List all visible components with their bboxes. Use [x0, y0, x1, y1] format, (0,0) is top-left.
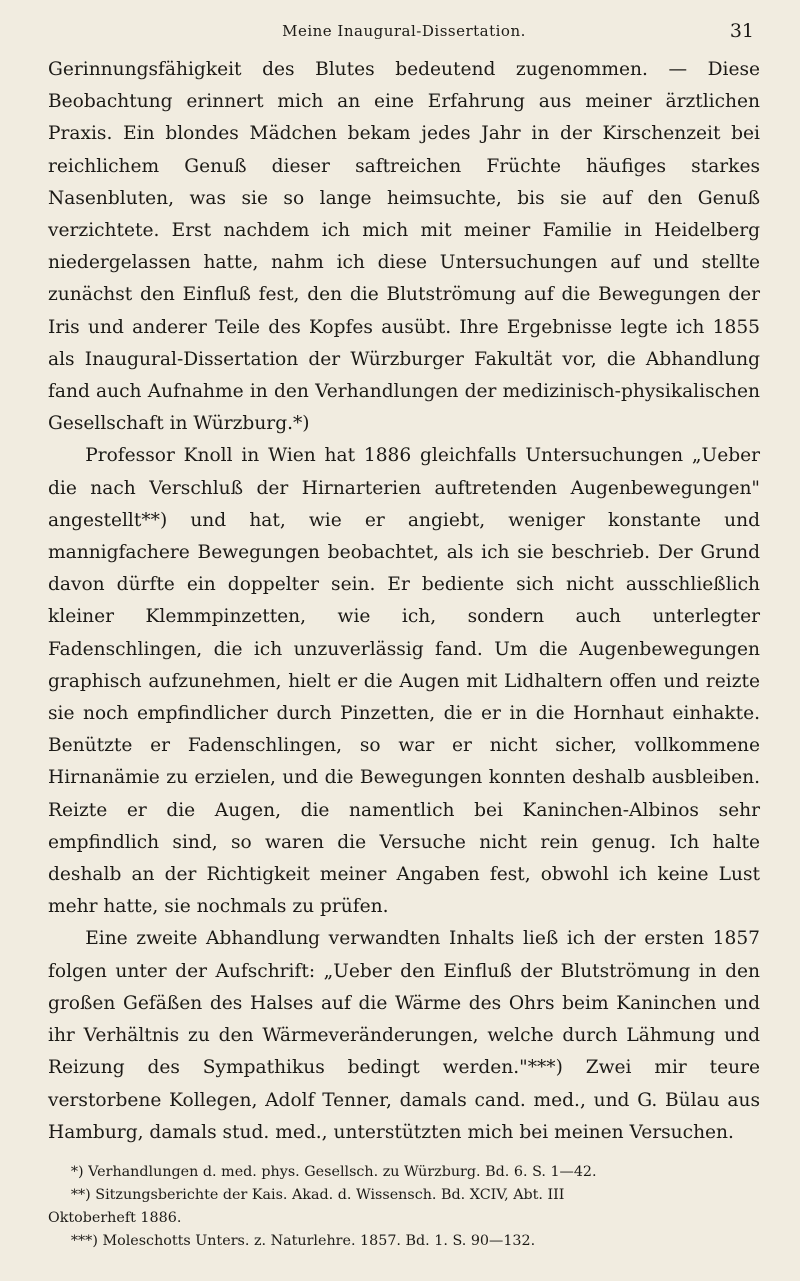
paragraph-2: Eine zweite Abhandlung verwandten Inhalts ließ ich der ersten 1857 folgen unter der Aufschrift: „Ueber den Einfluß der Blutströmung in den großen Gefäßen des Halses auf die Wärme des Ohrs beim Kaninchen und ihr Verhältnis zu den Wärmeveränderungen, welche durch Lähmung und Reizung des Sympathikus bedingt werden."***) Zwei mir teure verstorbene Kollegen, Adolf Tenner, damals cand. med., und G. Bülau aus Hamburg, damals stud. med., unterstützten mich bei meinen Versuchen.	[48, 928, 760, 1143]
footnote-1: *) Verhandlungen d. med. phys. Gesellsch. zu Würzburg. Bd. 6. S. 1—42.	[70, 1163, 597, 1180]
footnotes	[48, 1161, 760, 1253]
inline-note: Professor Knoll in Wien hat 1886 gleichfalls Untersuchungen „Ueber die nach Verschluß der Hirnarterien auftretenden Augenbewegungen" angestellt**) und hat, wie er angiebt, weniger konstante und mannigfachere Bewegungen beobachtet, als ich sie beschrieb. Der Grund davon dürfte ein doppelter sein. Er bediente sich nicht ausschließlich kleiner Klemmpinzetten, wie ich, sondern auch unterlegter Fadenschlingen, die ich unzuverlässig fand. Um die Augenbewegungen graphisch aufzunehmen, hielt er die Augen mit Lidhaltern offen und reizte sie noch empfindlicher durch Pinzetten, die er in die Hornhaut einhakte. Benützte er Fadenschlingen, so war er nicht sicher, vollkommene Hirnanämie zu erzielen, und die Bewegungen konnten deshalb ausbleiben. Reizte er die Augen, die namentlich bei Kaninchen-Albinos sehr empfindlich sind, so waren die Versuche nicht rein genug. Ich halte deshalb an der Richtigkeit meiner Angaben fest, obwohl ich keine Lust mehr hatte, sie nochmals zu prüfen.	[48, 445, 760, 918]
footnote-3: ***) Moleschotts Unters. z. Naturlehre. 1857. Bd. 1. S. 90—132.	[70, 1232, 536, 1249]
body-text	[48, 54, 760, 1149]
paragraph-1: Gerinnungsfähigkeit des Blutes bedeutend zugenommen. — Diese Beobachtung erinnert mich an eine Erfahrung aus meiner ärztlichen Praxis. Ein blondes Mädchen bekam jedes Jahr in der Kirschenzeit bei reichlichem Genuß dieser saftreichen Früchte häufiges starkes Nasenbluten, was sie so lange heimsuchte, bis sie auf den Genuß verzichtete. Erst nachdem ich mich mit meiner Familie in Heidelberg niedergelassen hatte, nahm ich diese Untersuchungen auf und stellte zunächst den Einfluß fest, den die Blutströmung auf die Bewegungen der Iris und anderer Teile des Kopfes ausübt. Ihre Ergebnisse legte ich 1855 als Inaugural-Dissertation der Würzburger Fakultät vor, die Abhandlung fand auch Aufnahme in den Verhandlungen der medizinisch-physikalischen Gesellschaft in Würzburg.*)	[48, 59, 760, 435]
footnote-2: **) Sitzungsberichte der Kais. Akad. d. Wissensch. Bd. XCIV, Abt. III	[70, 1186, 565, 1203]
page-header	[48, 20, 760, 54]
page-number: 31	[729, 20, 754, 42]
running-title: Meine Inaugural-Dissertation.	[282, 22, 526, 40]
footnote-2-continued: Oktoberheft 1886.	[48, 1209, 182, 1226]
